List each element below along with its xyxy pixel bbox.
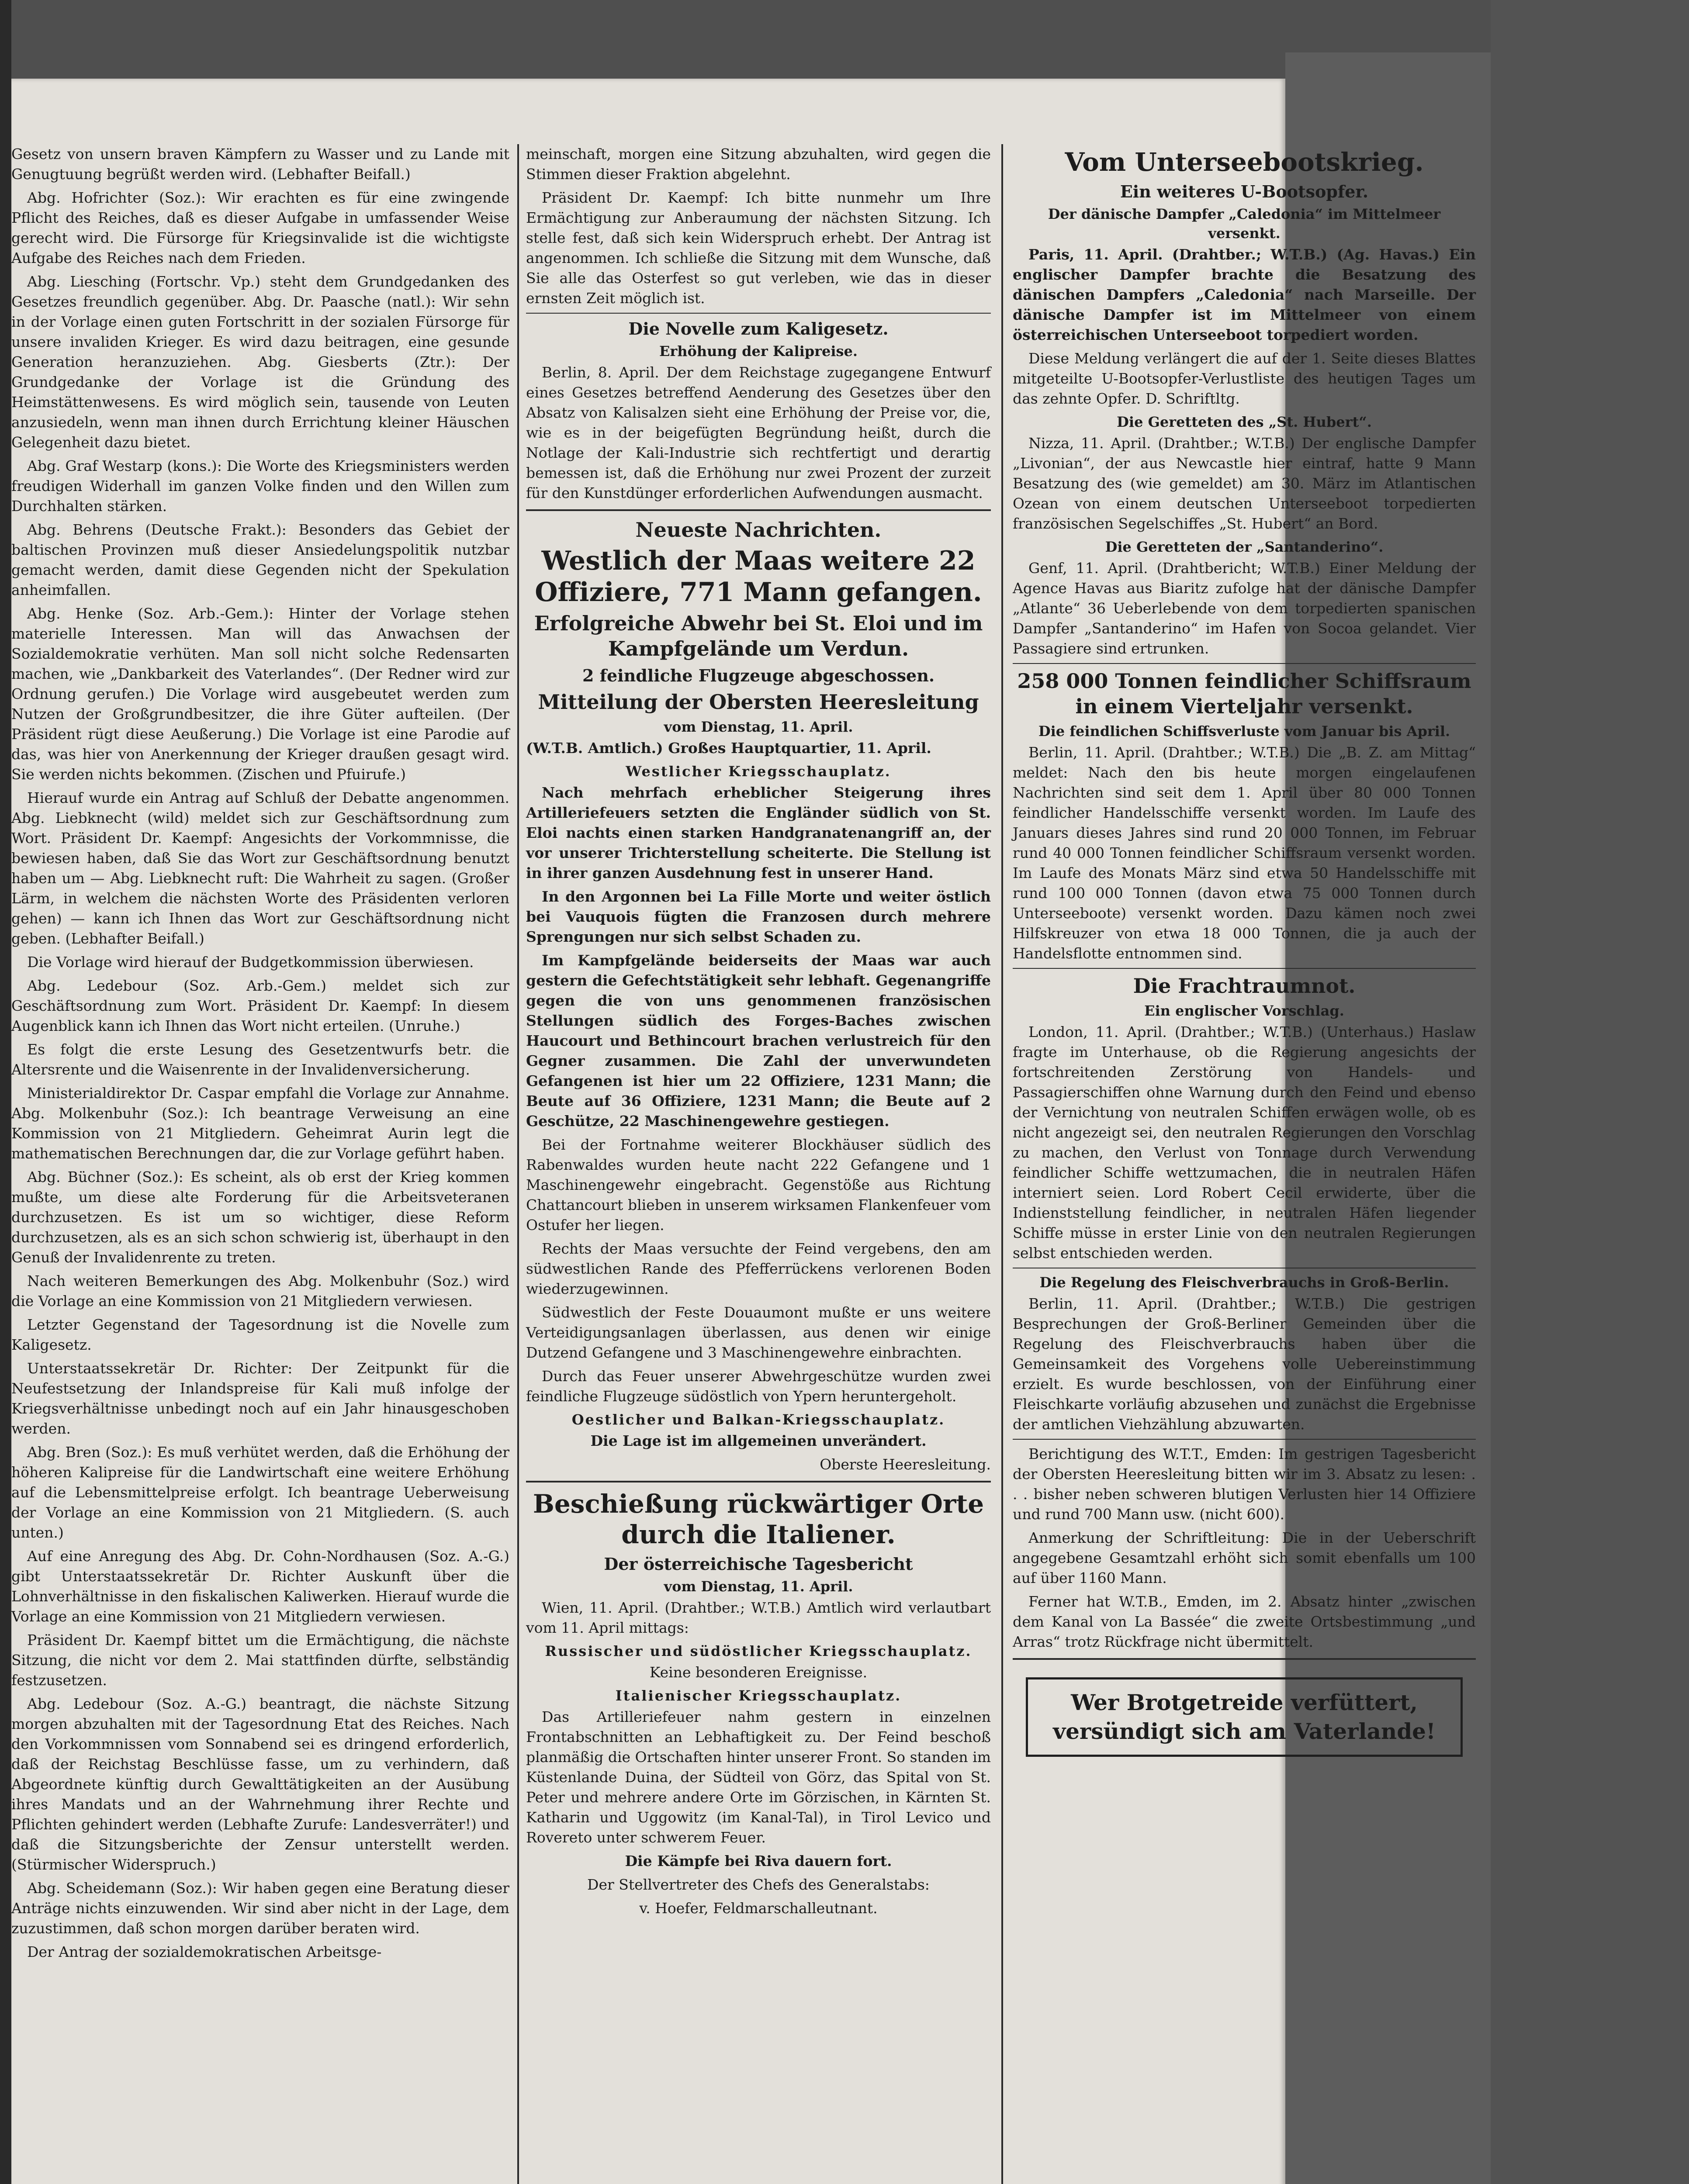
kali-subheadline: Erhöhung der Kalipreise. xyxy=(659,343,858,359)
ohl-title: Mitteilung der Obersten Heeresleitung xyxy=(538,690,979,714)
ohl-paragraph: Südwestlich der Feste Douaumont mußte er uns weitere Verteidigungsanlagen überlassen, aus denen wir einige Dutzend Gefangene und 3 Maschinengewehre einbrachten. xyxy=(526,1304,991,1361)
russian-front-text: Keine besonderen Ereignisse. xyxy=(649,1664,868,1681)
parliament-paragraph: Abg. Büchner (Soz.): Es scheint, als ob erst der Krieg kommen mußte, um diese alte Forderung für die Arbeitsveteranen durchzusetzen. Es ist um so wichtiger, diese Reform durchzusetzen, als es an sich schon schwierig ist, überhaupt in den Genuß der Invalidenrente zu treten. xyxy=(11,1168,509,1266)
ohl-paragraph: Bei der Fortnahme weiterer Blockhäuser südlich des Rabenwaldes wurden heute nacht 222 Gefangene und 1 Maschinengewehr eingebracht. Gegenstöße aus Richtung Chattancourt blieben in unserem wirksamen Flankenfeuer vom Ostufer her liegen. xyxy=(526,1136,991,1234)
east-front-label: Oestlicher und Balkan-Kriegsschauplatz. xyxy=(571,1411,945,1428)
parliament-paragraph: Die Vorlage wird hierauf der Budgetkommission überwiesen. xyxy=(27,954,474,971)
kali-text: Berlin, 8. April. Der dem Reichstage zugegangene Entwurf eines Gesetzes betreffend Aenderung des Gesetzes über den Absatz von Kalisalzen sieht eine Erhöhung der Preise vor, die, wie es in der beigefügten Begründung heißt, durch die Notlage der Kali-Industrie sich rechtfertigt und derartig bemessen ist, daß die Erhöhung nur zwei Prozent der zurzeit für den Kunstdünger erforderlichen Aufwendungen ausmacht. xyxy=(526,364,991,501)
ohl-paragraph: In den Argonnen bei La Fille Morte und weiter östlich bei Vauquois fügten die Franzosen durch mehrere Sprengungen nur sich selbst Schaden zu. xyxy=(526,888,991,945)
middle-column xyxy=(526,144,991,1922)
west-front-label: Westlicher Kriegsschauplatz. xyxy=(626,763,891,780)
santanderino-headline: Die Geretteten der „Santanderino“. xyxy=(1105,539,1384,555)
parliament-paragraph: Der Antrag der sozialdemokratischen Arbeitsge- xyxy=(27,1943,382,1960)
parliament-paragraph: Abg. Graf Westarp (kons.): Die Worte des Kriegsministers werden freudigen Widerhall im ganzen Volke finden und den Willen zum Durchhalten stärken. xyxy=(11,457,509,515)
divider xyxy=(526,313,991,314)
berichtigung-text: Berichtigung des W.T.T., Emden: Im gestrigen Tagesbericht der Obersten Heeresleitung bitten wir im 3. Absatz zu lesen: . . . bisher neben schweren blutigen Verlusten hier 14 Offiziere und rund 700 Mann usw. (nicht 600). xyxy=(1013,1445,1476,1523)
italy-signature-line1: Der Stellvertreter des Chefs des Generalstabs: xyxy=(587,1876,930,1893)
hubert-text: Nizza, 11. April. (Drahtber.; W.T.B.) Der englische Dampfer „Livonian“, der aus Newcastle hier eintraf, hatte 9 Mann Besatzung des (wie gemeldet) am 30. März im Atlantischen Ozean von einem deutschen Unterseeboot torpedierten französischen Segelschiffes „St. Hubert“ an Bord. xyxy=(1013,435,1476,532)
caledonia-text: Paris, 11. April. (Drahtber.; W.T.B.) (Ag. Havas.) Ein englischer Dampfer brachte die Besatzung des dänischen Dampfers „Caledonia“ nach Marseille. Der dänische Dampfer ist im Mittelmeer von einem österreichischen Unterseeboot torpediert worden. xyxy=(1013,246,1476,343)
tonnage-subheadline: Die feindlichen Schiffsverluste vom Januar bis April. xyxy=(1038,723,1450,740)
ohl-report xyxy=(526,783,991,1406)
ohl-date: vom Dienstag, 11. April. xyxy=(664,719,853,735)
paragraph: Präsident Dr. Kaempf: Ich bitte nunmehr um Ihre Ermächtigung zur Anberaumung der nächsten Sitzung. Ich stelle fest, daß sich kein Widerspruch erhebt. Der Antrag ist angenommen. Ich schließe die Sitzung mit dem Wunsche, daß Sie alle das Osterfest so gut verleben, wie das in dieser ernsten Zeit möglich ist. xyxy=(526,189,991,307)
paragraph: meinschaft, morgen eine Sitzung abzuhalten, wird gegen die Stimmen dieser Fraktion abgelehnt. xyxy=(526,145,991,183)
parliament-paragraph: Abg. Scheidemann (Soz.): Wir haben gegen eine Beratung dieser Anträge nichts einzuwenden. Wir sind aber nicht in der Lage, dem zuzustimmen, daß schon morgen darüber beraten wird. xyxy=(11,1880,509,1937)
brotgetreide-notice-box xyxy=(1026,1677,1463,1757)
fleisch-text: Berlin, 11. April. (Drahtber.; W.T.B.) Die gestrigen Besprechungen der Groß-Berliner Gemeinden über die Regelung des Fleischverbrauchs haben über die Gemeinsamkeit des Vorgehens volle Uebereinstimmung erzielt. Es wurde beschlossen, von der Einführung einer Fleischkarte vorläufig abzusehen und zunächst die Ergebnisse der amtlichen Viehzählung abzuwarten. xyxy=(1013,1295,1476,1433)
tonnage-text: Berlin, 11. April. (Drahtber.; W.T.B.) Die „B. Z. am Mittag“ meldet: Nach den bis heute morgen eingelaufenen Nachrichten sind seit dem 1. April über 80 000 Tonnen feindlicher Handelsschiffe versenkt worden. Im Laufe des Januars dieses Jahres sind rund 20 000 Tonnen, im Februar rund 40 000 Tonnen feindlicher Schiffsraum versenkt worden. Im Laufe des Monats März sind etwa 50 Handelsschiffe mit rund 100 000 Tonnen (davon etwa 75 000 Tonnen durch Unterseeboote) versenkt worden. Dazu kämen noch zwei Hilfskreuzer von etwa 18 000 Tonnen, die ja auch der Handelsflotte entnommen sind. xyxy=(1013,744,1476,962)
parliament-paragraph: Unterstaatssekretär Dr. Richter: Der Zeitpunkt für die Neufestsetzung der Inlandspreise für Kali muß infolge der Kriegsverhältnisse unbedingt noch auf ein Jahr hinausgeschoben werden. xyxy=(11,1360,509,1437)
column-rule-2 xyxy=(1001,144,1003,2184)
russian-front-label: Russischer und südöstlicher Kriegsschauplatz. xyxy=(545,1643,972,1659)
wtb-correction: Ferner hat W.T.B., Emden, im 2. Absatz hinter „zwischen dem Kanal von La Bassée“ die zweite Ortsbestimmung „und Arras“ trotz Rückfrage nicht übermittelt. xyxy=(1013,1593,1476,1650)
notice-line-1: Wer Brotgetreide verfüttert, xyxy=(1071,1690,1418,1715)
east-front-text: Die Lage ist im allgemeinen unverändert. xyxy=(590,1432,927,1449)
news-label: Neueste Nachrichten. xyxy=(635,518,882,542)
ohl-source: (W.T.B. Amtlich.) Großes Hauptquartier, 11. April. xyxy=(526,740,931,757)
news-headline-planes: 2 feindliche Flugzeuge abgeschossen. xyxy=(582,666,935,685)
divider xyxy=(1013,1658,1476,1660)
uboot-subheadline: Ein weiteres U-Bootsopfer. xyxy=(1120,182,1369,201)
parliament-paragraph: Auf eine Anregung des Abg. Dr. Cohn-Nordhausen (Soz. A.-G.) gibt Unterstaatssekretär Dr. Richter Auskunft über die Lohnverhältnisse in den fiskalischen Kaliwerken. Hierauf wurde die Vorlage an eine Kommission von 21 Mitgliedern verwiesen. xyxy=(11,1548,509,1625)
divider xyxy=(526,1481,991,1482)
notice-line-2: versündigt sich am Vaterlande! xyxy=(1053,1718,1436,1744)
newspaper-page xyxy=(11,79,1476,2184)
parliament-paragraph: Letzter Gegenstand der Tagesordnung ist die Novelle zum Kaligesetz. xyxy=(11,1316,509,1353)
italy-signature-line2: v. Hoefer, Feldmarschalleutnant. xyxy=(639,1900,878,1917)
caledonia-headline: Der dänische Dampfer „Caledonia“ im Mittelmeer versenkt. xyxy=(1048,206,1441,242)
parliament-paragraph: Abg. Ledebour (Soz. A.-G.) beantragt, die nächste Sitzung morgen abzuhalten mit der Tagesordnung Etat des Reiches. Nach den Vorkommnissen vom Sonnabend sei es dringend erforderlich, daß der Reichstag Beschlüsse fasse, um zu verhindern, daß Abgeordnete künftig durch Gewalttätigkeiten an der Ausübung ihres Mandats und an der Wahrnehmung ihrer Rechte und Pflichten gehindert werden (Lebhafte Zurufe: Landesverräter!) und daß die Sitzungsberichte der Zensur unterstellt werden. (Stürmischer Widerspruch.) xyxy=(11,1695,509,1873)
fracht-text: London, 11. April. (Drahtber.; W.T.B.) (Unterhaus.) Haslaw fragte im Unterhause, ob die Regierung angesichts der fortschreitenden Zerstörung von Handels- und Passagierschiffen ohne Warnung durch den Feind und ebenso der Vernichtung von neutralen Schiffen erwägen wolle, ob es nicht angezeigt sei, den neutralen Regierungen den Vorschlag zu machen, den Verlust von Tonnage durch Verwendung feindlicher Schiffe wettzumachen, die in neutralen Häfen interniert seien. Lord Robert Cecil erwiderte, über die Indienststellung feindlicher, in neutralen Häfen liegender Schiffe müsse in erster Linie von den neutralen Regierungen selbst entschieden werden. xyxy=(1013,1023,1476,1261)
italian-front-label: Italienischer Kriegsschauplatz. xyxy=(615,1687,902,1704)
tonnage-headline: 258 000 Tonnen feindlicher Schiffsraum in einem Vierteljahr versenkt. xyxy=(1017,669,1471,718)
left-column xyxy=(11,144,509,1966)
italy-intro: Wien, 11. April. (Drahtber.; W.T.B.) Amtlich wird verlautbart vom 11. April mittags: xyxy=(526,1599,991,1636)
italy-subtitle: Der österreichische Tagesbericht xyxy=(604,1554,913,1574)
hubert-headline: Die Geretteten des „St. Hubert“. xyxy=(1117,414,1372,430)
santanderino-text: Genf, 11. April. (Drahtbericht; W.T.B.) Einer Meldung der Agence Havas aus Biaritz zufolge hat der dänische Dampfer „Atlante“ 36 Ueberlebende von dem torpedierten spanischen Dampfer „Santanderino“ im Hafen von Socoa gelandet. Vier Passagiere sind ertrunken. xyxy=(1013,560,1476,657)
scan-background-right xyxy=(1491,0,1689,2184)
caledonia-note: Diese Meldung verlängert die auf der 1. Seite dieses Blattes mitgeteilte U-Bootsopfer-Verlustliste des heutigen Tages um das zehnte Opfer. D. Schriftltg. xyxy=(1013,350,1476,407)
kali-headline: Die Novelle zum Kaligesetz. xyxy=(628,319,889,339)
parliament-paragraph: Präsident Dr. Kaempf bittet um die Ermächtigung, die nächste Sitzung, die nicht vor dem 2. Mai stattfinden dürfte, selbständig festzusetzen. xyxy=(11,1631,509,1689)
news-headline-secondary: Erfolgreiche Abwehr bei St. Eloi und im Kampfgelände um Verdun. xyxy=(534,612,983,660)
ohl-paragraph: Durch das Feuer unserer Abwehrgeschütze wurden zwei feindliche Flugzeuge südöstlich von Ypern heruntergeholt. xyxy=(526,1368,991,1405)
parliament-paragraph: Abg. Bren (Soz.): Es muß verhütet werden, daß die Erhöhung der höheren Kalipreise für die Landwirtschaft eine weitere Erhöhung auf die Lebensmittelpreise erfolgt. Ich beantrage Ueberweisung der Vorlage an eine Kommission von 21 Mitgliedern. (S. auch unten.) xyxy=(11,1444,509,1541)
ohl-paragraph: Nach mehrfach erheblicher Steigerung ihres Artilleriefeuers setzten die Engländer südlich von St. Eloi nachts einen starken Handgranatenangriff an, der vor unserer Trichterstellung scheiterte. Die Stellung ist in ihrer ganzen Ausdehnung fest in unserer Hand. xyxy=(526,784,991,881)
parliament-paragraph: Abg. Henke (Soz. Arb.-Gem.): Hinter der Vorlage stehen materielle Interessen. Man will das Anwachsen der Sozialdemokratie verhüten. Man soll nicht solche Redensarten machen, wie „Dankbarkeit des Vaterlandes“. (Der Redner wird zur Ordnung gerufen.) Die Vorlage wird ausgebeutet werden zum Nutzen der Großgrundbesitzer, die ihre Güter aufteilen. (Der Präsident rügt diese Aeußerung.) Die Vorlage ist eine Parodie auf das, was hier von Anerkennung der Krieger draußen gesagt wird. Sie werden nichts bekommen. (Zischen und Pfuirufe.) xyxy=(11,605,509,783)
column-rule-1 xyxy=(517,144,519,2184)
parliament-paragraph: Abg. Ledebour (Soz. Arb.-Gem.) meldet sich zur Geschäftsordnung zum Wort. Präsident Dr. Kaempf: In diesem Augenblick kann ich Ihnen das Wort nicht erteilen. (Unruhe.) xyxy=(11,977,509,1034)
italian-front-text: Das Artilleriefeuer nahm gestern in einzelnen Frontabschnitten an Lebhaftigkeit zu. Der Feind beschoß planmäßig die Ortschaften hinter unserer Front. So standen im Küstenlande Duina, der Südteil von Görz, das Spital von St. Peter und mehrere andere Orte im Görzischen, in Kärnten St. Katharin und Uggowitz (im Kanal-Tal), in Tirol Levico und Rovereto unter schwerem Feuer. xyxy=(526,1708,991,1846)
parliament-paragraph: Abg. Hofrichter (Soz.): Wir erachten es für eine zwingende Pflicht des Reiches, daß es dieser Aufgabe in umfassender Weise gerecht wird. Die Fürsorge für Kriegsinvalide ist die wichtigste Aufgabe des Reiches nach dem Frieden. xyxy=(11,189,509,266)
divider xyxy=(1013,968,1476,969)
ohl-paragraph: Rechts der Maas versuchte der Feind vergebens, den am südwestlichen Rande des Pfefferrückens verlorenen Boden wiederzugewinnen. xyxy=(526,1240,991,1297)
parliament-paragraph: Abg. Behrens (Deutsche Frakt.): Besonders das Gebiet der baltischen Provinzen muß dieser Ansiedelungspolitik nutzbar gemacht werden, damit diese Gegenden nicht der Spekulation anheimfallen. xyxy=(11,521,509,598)
parliament-paragraph: Ministerialdirektor Dr. Caspar empfahl die Vorlage zur Annahme. Abg. Molkenbuhr (Soz.): Ich beantrage Verweisung an eine Kommission von 21 Mitgliedern. Geheimrat Aurin legt die mathematischen Berechnungen dar, die zur Vorlage geführt haben. xyxy=(11,1085,509,1162)
italy-date: vom Dienstag, 11. April. xyxy=(664,1578,853,1595)
news-headline-main: Westlich der Maas weitere 22 Offiziere, 771 Mann gefangen. xyxy=(535,546,982,608)
parliament-paragraph: Gesetz von unsern braven Kämpfern zu Wasser und zu Lande mit Genugtuung begrüßt werden wird. (Lebhafter Beifall.) xyxy=(11,145,509,183)
fracht-subheadline: Ein englischer Vorschlag. xyxy=(1144,1002,1344,1019)
parliament-paragraph: Nach weiteren Bemerkungen des Abg. Molkenbuhr (Soz.) wird die Vorlage an eine Kommission von 21 Mitgliedern verwiesen. xyxy=(11,1272,509,1310)
divider xyxy=(1013,663,1476,664)
fracht-headline: Die Frachtraumnot. xyxy=(1133,974,1356,998)
divider xyxy=(526,509,991,511)
ohl-signature: Oberste Heeresleitung. xyxy=(820,1456,991,1473)
italy-headline: Beschießung rückwärtiger Orte durch die Italiener. xyxy=(533,1489,984,1549)
divider xyxy=(1013,1439,1476,1440)
scan-left-edge xyxy=(0,0,11,2184)
right-column xyxy=(1013,144,1476,1757)
schriftleitung-note: Anmerkung der Schriftleitung: Die in der Ueberschrift angegebene Gesamtzahl erhöht sich somit ebenfalls um 100 auf über 1160 Mann. xyxy=(1013,1529,1476,1586)
uboot-headline: Vom Unterseebootskrieg. xyxy=(1065,147,1424,177)
parliament-paragraph: Es folgt die erste Lesung des Gesetzentwurfs betr. die Altersrente und die Waisenrente in der Invalidenversicherung. xyxy=(11,1041,509,1078)
riva-text: Die Kämpfe bei Riva dauern fort. xyxy=(625,1852,892,1870)
parliament-paragraph: Abg. Liesching (Fortschr. Vp.) steht dem Grundgedanken des Gesetzes freundlich gegenüber. Abg. Dr. Paasche (natl.): Wir sehn in der Vorlage einen guten Fortschritt in der sozialen Fürsorge für unsere invaliden Krieger. Es wird dazu beitragen, eine gesunde Generation heranzuziehen. Abg. Giesberts (Ztr.): Der Grundgedanke der Vorlage ist die Gründung des Heimstättenwesens. Es wird möglich sein, tausende von Leuten anzusiedeln, wenn man ihnen durch Errichtung kleiner Häuschen Gelegenheit dazu bietet. xyxy=(11,273,509,451)
ohl-paragraph: Im Kampfgelände beiderseits der Maas war auch gestern die Gefechtstätigkeit sehr lebhaft. Gegenangriffe gegen die von uns genommenen französischen Stellungen südlich des Forges-Baches zwischen Haucourt und Bethincourt brachen verlustreich für den Gegner zusammen. Die Zahl der unverwundeten Gefangenen ist hier um 22 Offiziere, 1231 Mann; die Beute auf 36 Offiziere, 1231 Mann; die Beute auf 2 Geschütze, 22 Maschinengewehre gestiegen. xyxy=(526,952,991,1130)
fleisch-headline: Die Regelung des Fleischverbrauchs in Groß-Berlin. xyxy=(1039,1274,1449,1291)
parliament-paragraph: Hierauf wurde ein Antrag auf Schluß der Debatte angenommen. Abg. Liebknecht (wild) meldet sich zur Geschäftsordnung zum Wort. Präsident Dr. Kaempf: Angesichts der Vorkommnisse, die bewiesen haben, daß Sie das Wort zur Geschäftsordnung benutzt haben um — Abg. Liebknecht ruft: Die Wahrheit zu sagen. (Großer Lärm, in welchem die nächsten Worte des Präsidenten verloren gehen) — kann ich Ihnen das Wort zur Geschäftsordnung nicht geben. (Lebhafter Beifall.) xyxy=(11,789,509,947)
